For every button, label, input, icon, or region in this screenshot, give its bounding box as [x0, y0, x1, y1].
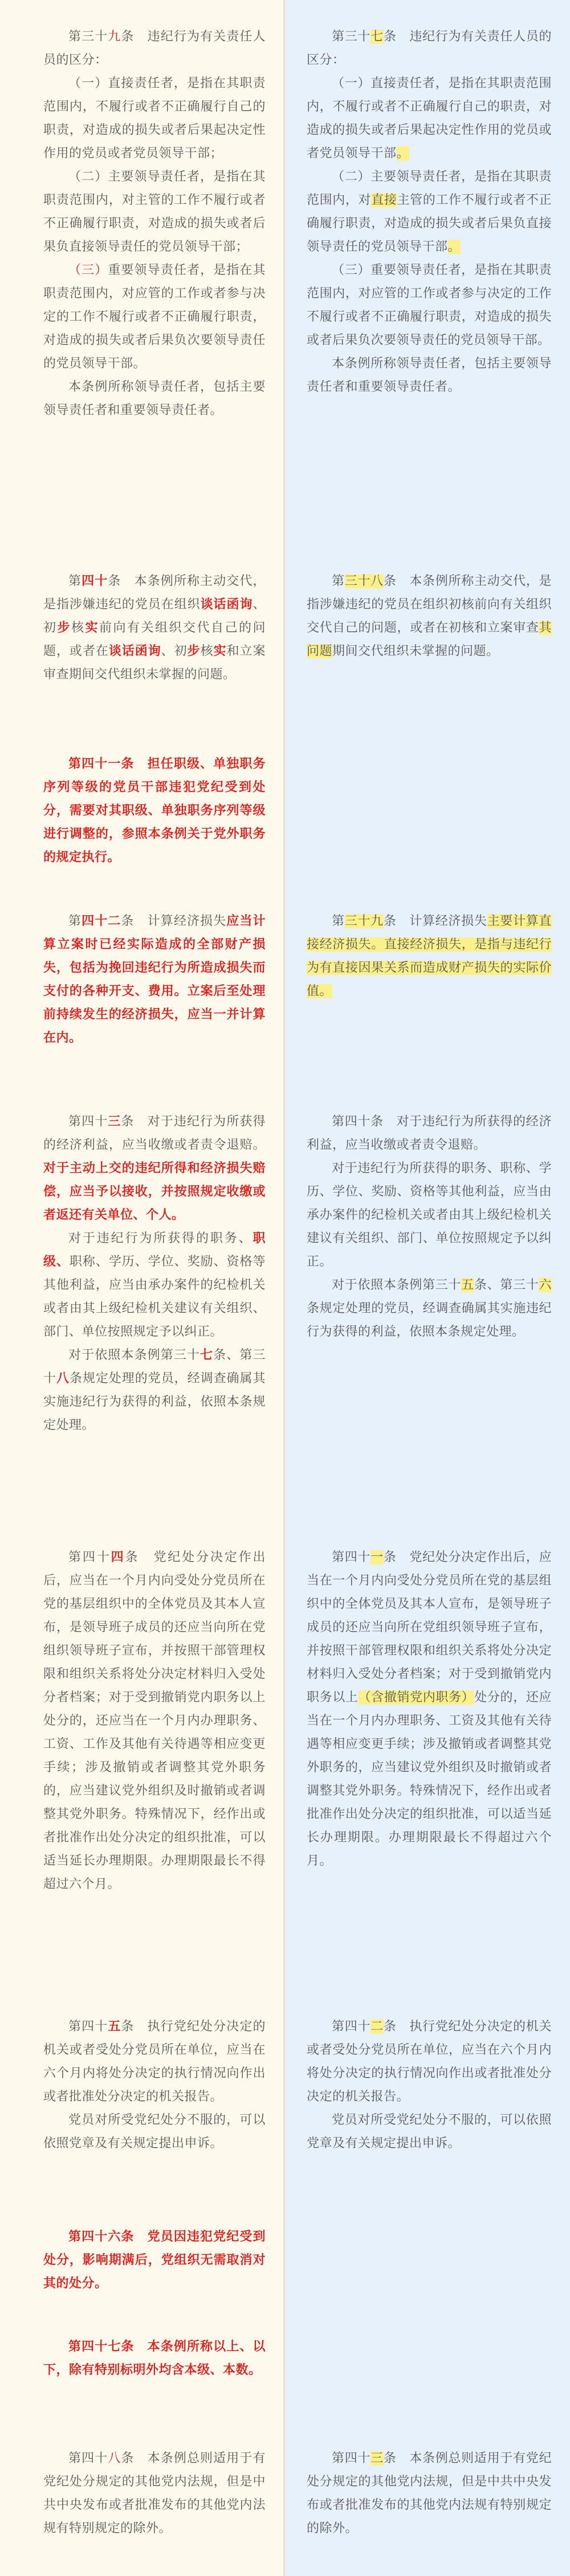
article-paragraph: 第四十二条 执行党纪处分决定的机关或者受处分党员所在单位，应当在六个月内将处分决定的执行情况向作出或者批准处分决定的机关报告。	[307, 2020, 552, 2104]
article-paragraph: （三）重要领导责任者，是指在其职责范围内，对应管的工作或者参与决定的工作不履行或者不正确履行职责，对造成的损失或者后果负次要领导责任的党员领导干部。	[43, 263, 266, 371]
left-article-41	[43, 752, 266, 869]
right-article-40	[307, 1110, 552, 1344]
article-paragraph: 第四十三条 本条例总则适用于有党纪处分规定的其他党内法规，但是中共中央发布或者批准发布的其他党内法规有特别规定的除外。	[307, 2451, 552, 2536]
article-paragraph: 第四十条 对于违纪行为所获得的经济利益，应当收缴或者责令退赔。	[307, 1115, 552, 1152]
article-paragraph: 第四十条 本条例所称主动交代，是指涉嫌违纪的党员在组织谈话函询、初步核实前向有关组织交代自己的问题，或者在谈话函询、初步核实和立案审查期间交代组织未掌握的问题。	[43, 574, 266, 682]
article-paragraph: （三）重要领导责任者，是指在其职责范围内，对应管的工作或者参与决定的工作不履行或者不正确履行职责，对造成的损失或者后果负次要领导责任的党员领导干部。	[307, 263, 552, 347]
article-paragraph: 党员对所受党纪处分不服的，可以依照党章及有关规定提出申诉。	[43, 2113, 266, 2151]
right-article-42	[307, 2015, 552, 2155]
article-paragraph: （一）直接责任者，是指在其职责范围内，不履行或者不正确履行自己的职责，对造成的损失或者后果起决定性作用的党员或者党员领导干部；	[43, 76, 266, 161]
article-paragraph: 第四十七条 本条例所称以上、以下，除有特别标明外均含本级、本数。	[43, 2340, 266, 2377]
article-paragraph: 第四十三条 对于违纪行为所获得的经济利益，应当收缴或者责令退赔。对于主动上交的违纪所得和经济损失赔偿，应当予以接收，并按照规定收缴或者返还有关单位、个人。	[43, 1115, 266, 1222]
article-paragraph: 第四十二条 计算经济损失应当计算立案时已经实际造成的全部财产损失，包括为挽回违纪行为所造成损失而支付的各种开支、费用。立案后至处理前持续发生的经济损失，应当一并计算在内。	[43, 914, 266, 1045]
article-paragraph: 第三十九条 计算经济损失主要计算直接经济损失。直接经济损失，是指与违纪行为有直接因果关系而造成财产损失的实际价值。	[307, 914, 552, 998]
article-paragraph: 第三十八条 本条例所称主动交代，是指涉嫌违纪的党员在组织初核前向有关组织交代自己的问题，或者在初核和立案审查其问题期间交代组织未掌握的问题。	[307, 574, 552, 658]
left-article-47	[43, 2335, 266, 2382]
left-article-42	[43, 910, 266, 1050]
right-article-39	[307, 910, 552, 1003]
left-article-46	[43, 2225, 266, 2295]
article-paragraph: 本条例所称领导责任者，包括主要领导责任者和重要领导责任者。	[307, 357, 552, 394]
article-paragraph: 党员对所受党纪处分不服的，可以依照党章及有关规定提出申诉。	[307, 2113, 552, 2151]
article-paragraph: 第四十一条 担任职级、单独职务序列等级的党员干部违犯党纪受到处分，需要对其职级、单独职务序列等级进行调整的，参照本条例关于党外职务的规定执行。	[43, 757, 266, 865]
article-paragraph: 第四十四条 党纪处分决定作出后，应当在一个月内向受处分党员所在党的基层组织中的全体党员及其本人宣布，是领导班子成员的还应当向所在党组织领导班子宣布，并按照干部管理权限和组织关系将处分决定材料归入受处分者档案；对于受到撤销党内职务以上处分的，还应当在一个月内办理职务、工资、工作及其他有关待遇等相应变更手续；涉及撤销或者调整其党外职务的，应当建议党外组织及时撤销或者调整其党外职务。特殊情况下，经作出或者批准作出处分决定的组织批准，可以适当延长办理期限。办理期限最长不得超过六个月。	[43, 1550, 266, 1891]
article-paragraph: （二）主要领导责任者，是指在其职责范围内，对直接主管的工作不履行或者不正确履行职责，对造成的损失或者后果负直接领导责任的党员领导干部。	[307, 170, 552, 254]
article-paragraph: 对于违纪行为所获得的职务、职级、职称、学历、学位、奖励、资格等其他利益，应当由承办案件的纪检机关或者由其上级纪检机关建议有关组织、部门、单位按照规定予以纠正。	[43, 1231, 266, 1339]
left-article-40	[43, 570, 266, 686]
article-paragraph: （二）主要领导责任者，是指在其职责范围内，对主管的工作不履行或者不正确履行职责，对造成的损失或者后果负直接领导责任的党员领导干部；	[43, 170, 266, 254]
left-article-44	[43, 1546, 266, 1896]
right-article-38	[307, 570, 552, 663]
article-paragraph: 对于违纪行为所获得的职务、职称、学历、学位、奖励、资格等其他利益，应当由承办案件的纪检机关或者由其上级纪检机关建议有关组织、部门、单位按照规定予以纠正。	[307, 1161, 552, 1269]
article-paragraph: 第三十九条 违纪行为有关责任人员的区分：	[43, 30, 266, 67]
right-article-41	[307, 1546, 552, 1873]
right-article-43	[307, 2447, 552, 2540]
article-paragraph: 本条例所称领导责任者，包括主要领导责任者和重要领导责任者。	[43, 380, 266, 417]
left-article-48	[43, 2447, 266, 2540]
right-article-37	[307, 25, 552, 399]
left-article-45	[43, 2015, 266, 2155]
article-paragraph: 第四十五条 执行党纪处分决定的机关或者受处分党员所在单位，应当在六个月内将处分决定的执行情况向作出或者批准处分决定的机关报告。	[43, 2020, 266, 2104]
article-paragraph: 对于依照本条例第三十五条、第三十六条规定处理的党员，经调查确属其实施违纪行为获得的利益，依照本条规定处理。	[307, 1278, 552, 1339]
article-paragraph: 第三十七条 违纪行为有关责任人员的区分：	[307, 30, 552, 67]
article-paragraph: （一）直接责任者，是指在其职责范围内，不履行或者不正确履行自己的职责，对造成的损失或者后果起决定性作用的党员或者党员领导干部。	[307, 76, 552, 161]
left-article-43	[43, 1110, 266, 1437]
article-paragraph: 第四十八条 本条例总则适用于有党纪处分规定的其他党内法规，但是中共中央发布或者批准发布的其他党内法规有特别规定的除外。	[43, 2451, 266, 2536]
article-paragraph: 第四十一条 党纪处分决定作出后，应当在一个月内向受处分党员所在党的基层组织中的全体党员及其本人宣布，是领导班子成员的还应当向所在党组织领导班子宣布，并按照干部管理权限和组织关系将处分决定材料归入受处分者档案；对于受到撤销党内职务以上（含撤销党内职务）处分的，还应当在一个月内办理职务、工资及其他有关待遇等相应变更手续；涉及撤销或者调整其党外职务的，应当建议党外组织及时撤销或者调整其党外职务。特殊情况下，经作出或者批准作出处分决定的组织批准，可以适当延长办理期限。办理期限最长不得超过六个月。	[307, 1550, 552, 1868]
left-article-39	[43, 25, 266, 422]
article-paragraph: 对于依照本条例第三十七条、第三十八条规定处理的党员，经调查确属其实施违纪行为获得的利益，依照本条规定处理。	[43, 1348, 266, 1432]
article-paragraph: 第四十六条 党员因违犯党纪受到处分，影响期满后，党组织无需取消对其的处分。	[43, 2230, 266, 2291]
